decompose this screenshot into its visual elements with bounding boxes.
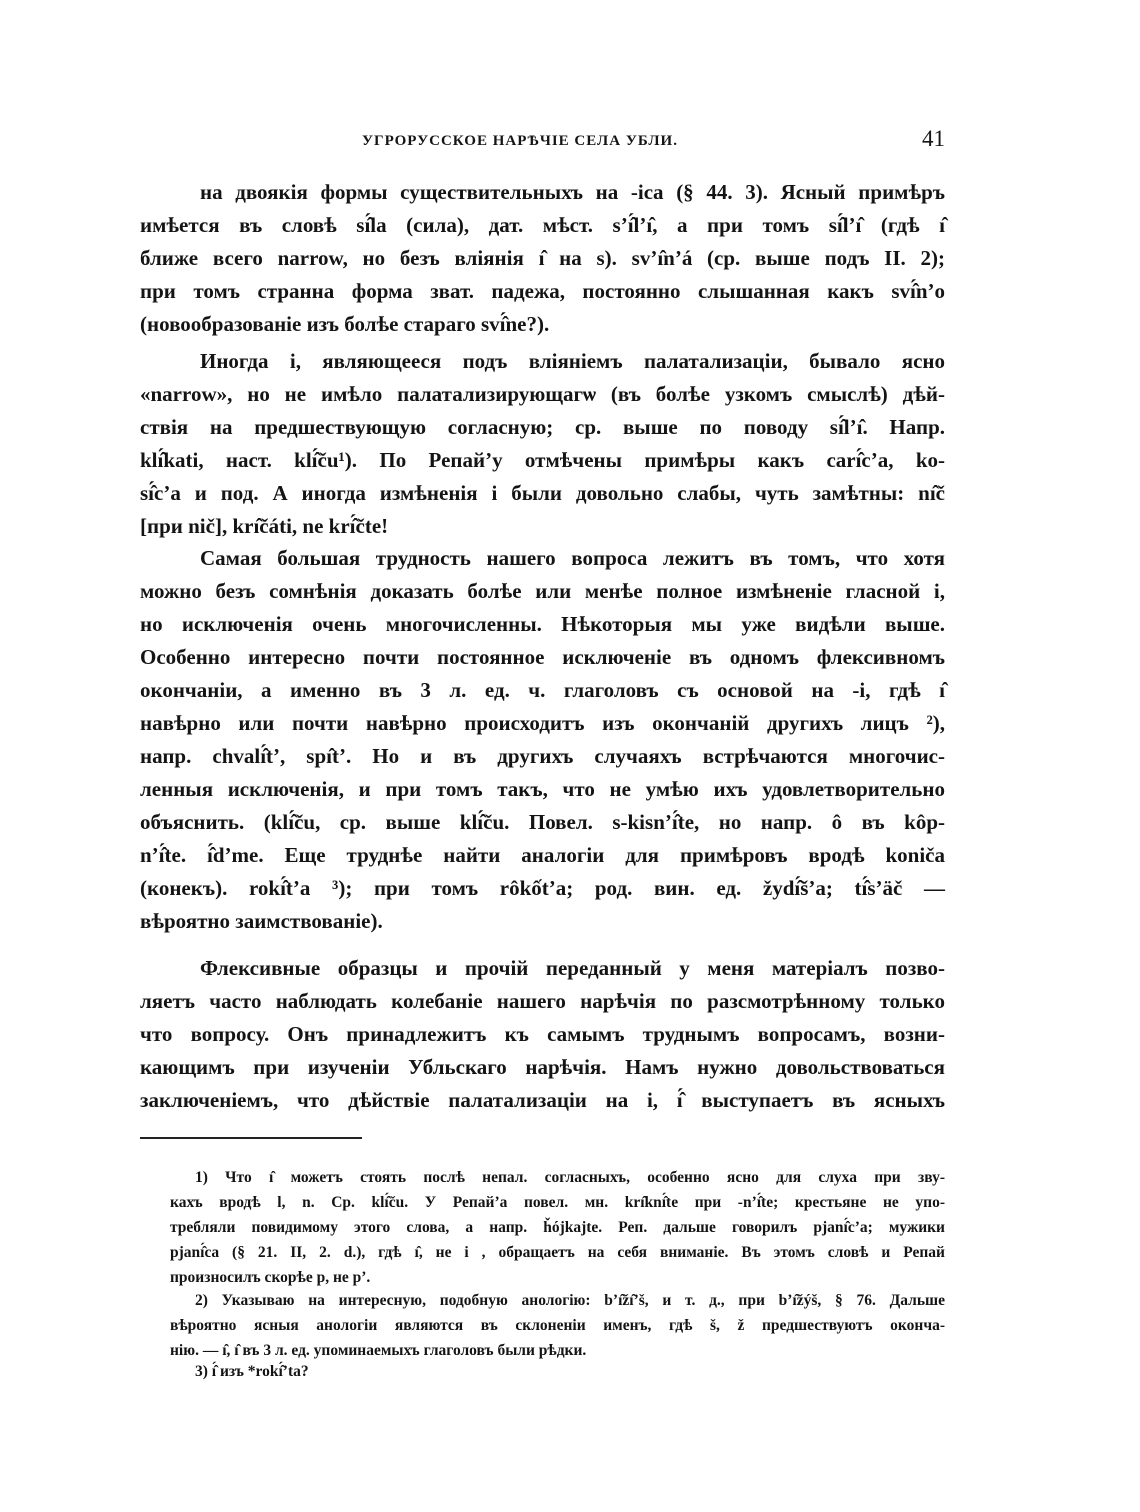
text-line: напр. chvalı̂́t’, spı̂t’. Но и въ другихъ случаяхъ встрѣчаются многочис-: [140, 744, 945, 768]
footnote-line: нію. — ı̂, ı̂ въ 3 л. ед. упоминаемыхъ глаголовъ были рѣдки.: [170, 1342, 587, 1359]
text-line: (конекъ). rokı̂́t’a ³); при томъ rôkốt’a; род. вин. ед. žydı̂́š’a; tı̂́s’äč —: [140, 876, 945, 900]
text-line: заключеніемъ, что дѣйствіе палатализаціи на i, ı̂́ выступаетъ въ ясныхъ: [140, 1088, 945, 1112]
text-line: имѣется въ словѣ sı̂́la (сила), дат. мѣст. s’ı̂́l’ı̂, а при томъ sı̂́l’ı̂ (гдѣ ı̂: [140, 213, 945, 237]
footnote-line: 3) ı̂́ изъ *rokı̂́’ta?: [195, 1363, 309, 1380]
footnote-line: pjanı̂́ca (§ 21. II, 2. d.), гдѣ ı̂, не i , обращаетъ на себя вниманіе. Въ этомъ словѣ и Репай: [170, 1244, 945, 1261]
text-line: но исключенія очень многочисленны. Нѣкоторыя мы уже видѣли выше.: [140, 612, 945, 636]
text-line: Особенно интересно почти постоянное исключеніе въ одномъ флексивномъ: [140, 645, 945, 669]
text-line: Флексивные образцы и прочій переданный у меня матеріалъ позво-: [200, 956, 945, 980]
body-paragraph: [140, 345, 945, 543]
text-line: n’ı̂́te. ı̂́d’me. Еще труднѣе найти аналогіи для примѣровъ вродѣ koniča: [140, 843, 945, 867]
text-line: (новообразованіе изъ болѣе стараго svı̂́ne?).: [140, 312, 550, 336]
page-header: [140, 128, 945, 158]
body-paragraph: [140, 176, 945, 341]
body-paragraph: [140, 542, 945, 938]
footnote-line: произносилъ скорѣе p, не p’.: [170, 1269, 371, 1286]
footnote-line: 1) Что ı̂ можетъ стоять послѣ непал. согласныхъ, особенно ясно для слуха при зву-: [195, 1169, 945, 1186]
text-line: Самая большая трудность нашего вопроса лежитъ въ томъ, что хотя: [200, 546, 945, 570]
footnote-line: вѣроятно ясныя анологіи являются въ склоненіи именъ, гдѣ š, ž предшествуютъ оконча-: [170, 1317, 945, 1334]
text-line: Иногда i, являющееся подъ вліяніемъ палатализаціи, бывало ясно: [200, 349, 945, 373]
text-line: навѣрно или почти навѣрно происходитъ изъ окончаній другихъ лицъ ²),: [140, 711, 945, 735]
body-paragraph: [140, 952, 945, 1117]
text-line: ближе всего narrow, но безъ вліянія ı̂ на s). sv’ı̂n’á (ср. выше подъ II. 2);: [140, 246, 945, 270]
footnote: [170, 1359, 945, 1384]
text-line: [при nič], krı̂čáti, ne krı̂́čte!: [140, 514, 389, 538]
page-number: 41: [922, 126, 945, 151]
text-line: при томъ странна форма зват. падежа, постоянно слышанная какъ svı̂́n’o: [140, 279, 945, 303]
text-line: что вопросу. Онъ принадлежитъ къ самымъ труднымъ вопросамъ, возни-: [140, 1022, 945, 1046]
text-line: кающимъ при изученіи Убльскаго нарѣчія. Намъ нужно довольствоваться: [140, 1055, 945, 1079]
text-line: sı̂́c’a и под. А иногда измѣненія i были довольно слабы, чуть замѣтны: nı̂č: [140, 481, 945, 505]
text-line: klı̂́kati, наст. klı̂́ču¹). По Репай’у отмѣчены примѣры какъ carı̂́c’a, ko-: [140, 448, 945, 472]
text-line: вѣроятно заимствованіе).: [140, 909, 383, 933]
text-line: «narrow», но не имѣло палатализирующагѡ (въ болѣе узкомъ смыслѣ) дѣй-: [140, 382, 945, 406]
text-line: ствія на предшествующую согласную; ср. выше по поводу sı̂́l’ı̂. Напр.: [140, 415, 945, 439]
running-title: УГРОРУССКОЕ НАРѢЧІЕ СЕЛА УБЛИ.: [362, 133, 678, 149]
footnote-line: 2) Указываю на интересную, подобную анологію: b’ı̂žı̂’š, и т. д., при b’ı̂žýš, § 76. Дальше: [195, 1292, 945, 1309]
text-line: объяснить. (klı̂́ču, ср. выше klı̂́ču. Повел. s-kisn’ı̂́te, но напр. ô въ kôp-: [140, 810, 945, 834]
footnote-line: кахъ вродѣ l, n. Ср. klı̂́ču. У Репай’а повел. мн. krı̂knı̂́te при -n’ı̂́te; крестьяне не упо-: [170, 1194, 945, 1211]
text-line: можно безъ сомнѣнія доказать болѣе или менѣе полное измѣненіе гласной i,: [140, 579, 945, 603]
text-line: ленныя исключенія, и при томъ такъ, что не умѣю ихъ удовлетворительно: [140, 777, 945, 801]
footnote: [170, 1165, 945, 1290]
footnote: [170, 1288, 945, 1363]
text-line: окончаніи, а именно въ 3 л. ед. ч. глаголовъ съ основой на -i, гдѣ ı̂: [140, 678, 945, 702]
text-line: на двоякія формы существительныхъ на -ica (§ 44. 3). Ясный примѣръ: [200, 180, 945, 204]
text-line: ляетъ часто наблюдать колебаніе нашего нарѣчія по разсмотрѣнному только: [140, 989, 945, 1013]
footnote-divider: [140, 1137, 362, 1139]
footnote-line: требляли повидимому этого слова, а напр. ȟójkajte. Реп. дальше говорилъ pjanı̂́c’a; мужики: [170, 1219, 945, 1236]
